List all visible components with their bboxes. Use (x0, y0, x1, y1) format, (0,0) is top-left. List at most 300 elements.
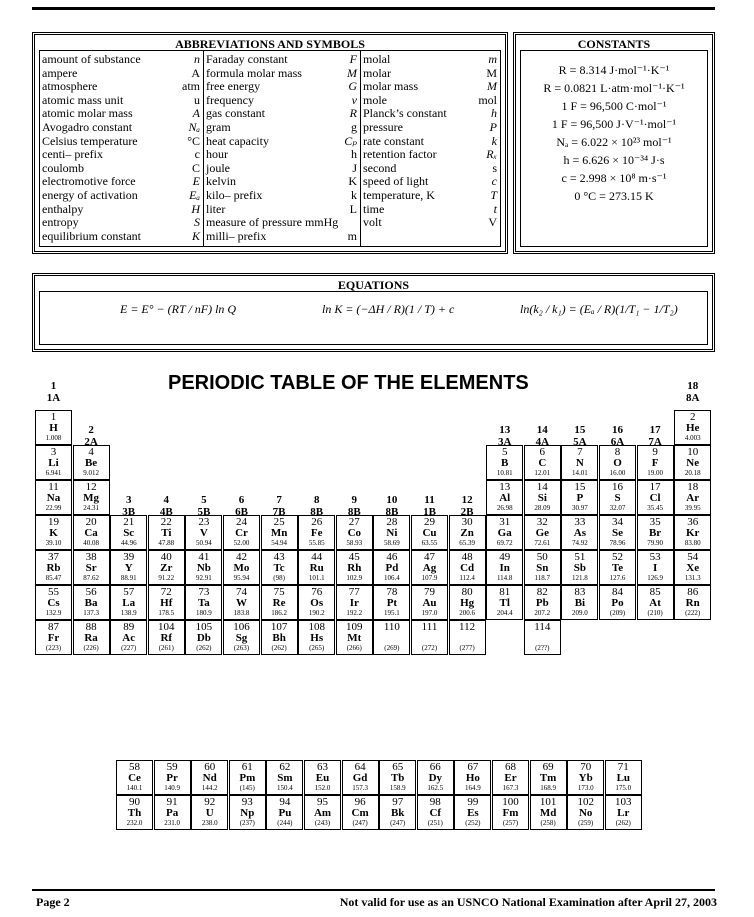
element-atomic-number: 89 (123, 621, 135, 633)
element-symbol: Al (499, 492, 511, 504)
element-atomic-mass: 44.96 (120, 539, 137, 547)
constant-gas-r-atm: R = 0.0821 L·atm·mol⁻¹·K⁻¹ (543, 81, 685, 95)
element-cell (223, 620, 260, 655)
group-number: 8 (313, 494, 320, 506)
abbreviation-name: Avogadro constant (42, 119, 133, 134)
abbreviation-symbol: ν (351, 92, 357, 107)
element-symbol: Eu (315, 772, 330, 784)
abbreviation-row (204, 216, 360, 230)
validity-note: Not valid for use as an USNCO National Examination after April 27, 2003 (339, 895, 717, 909)
abbreviation-symbol: m (347, 228, 357, 243)
element-atomic-mass: (145) (239, 784, 255, 792)
element-atomic-number: 25 (273, 516, 285, 528)
element-cell (524, 620, 561, 655)
abbreviation-row (204, 175, 360, 189)
element-atomic-mass: 164.9 (465, 784, 481, 792)
element-atomic-mass: 106.4 (384, 574, 400, 582)
element-atomic-number: 36 (687, 516, 699, 528)
element-atomic-mass: (244) (277, 819, 293, 827)
element-symbol: Sm (277, 772, 293, 784)
element-atomic-number: 23 (198, 516, 210, 528)
abbreviation-name: atomic molar mass (42, 106, 133, 121)
element-cell (342, 795, 379, 830)
element-atomic-mass: 55.85 (308, 539, 325, 547)
group-label: 8B (385, 506, 399, 518)
abbreviations-column-2 (203, 51, 360, 246)
element-symbol: Pm (239, 772, 256, 784)
element-atomic-mass: 175.0 (615, 784, 632, 792)
equation-nernst: E = E° − (RT / nF) ln Q (120, 302, 237, 316)
element-symbol: S (614, 492, 621, 504)
element-cell (524, 515, 561, 550)
group-number: 3 (125, 494, 132, 506)
abbreviations-column-3 (360, 51, 500, 246)
element-cell (191, 795, 228, 830)
element-atomic-mass: 6.941 (45, 469, 62, 477)
element-atomic-mass: 19.00 (647, 469, 663, 477)
element-symbol: Sc (123, 527, 135, 539)
element-cell (110, 620, 147, 655)
abbreviation-symbol: k (351, 187, 357, 202)
equation-arrhenius: ln(k₂ / k₁) = (Eₐ / R)(1/T₁ − 1/T₂) (520, 302, 678, 316)
element-atomic-mass: 32.07 (609, 504, 626, 512)
constant-faraday-joule: 1 F = 96,500 J·V⁻¹·mol⁻¹ (551, 117, 677, 131)
abbreviation-name: temperature, K (363, 187, 435, 202)
element-atomic-mass: 192.2 (346, 609, 363, 617)
abbreviation-symbol: Nₐ (188, 119, 200, 134)
element-cell (486, 445, 523, 480)
element-atomic-number: 110 (383, 621, 400, 633)
element-atomic-mass: 137.3 (83, 609, 99, 617)
element-atomic-number: 63 (317, 761, 328, 773)
abbreviation-row (361, 121, 500, 135)
element-atomic-mass: 10.81 (496, 469, 513, 477)
element-symbol: Sr (85, 562, 97, 574)
element-cell (35, 410, 72, 445)
element-cell (73, 585, 110, 620)
group-number: 9 (351, 494, 358, 506)
element-cell (449, 515, 486, 550)
element-symbol: Ru (309, 562, 324, 574)
group-number: 16 (612, 424, 623, 436)
element-cell (637, 585, 674, 620)
element-atomic-mass: 200.6 (459, 609, 475, 617)
element-cell (492, 760, 529, 795)
element-atomic-number: 66 (429, 761, 441, 773)
abbreviation-name: second (363, 160, 397, 175)
element-atomic-number: 47 (424, 551, 435, 563)
element-atomic-mass: 87.62 (83, 574, 99, 582)
abbreviation-name: frequency (206, 92, 254, 107)
element-cell (191, 760, 228, 795)
element-atomic-number: 14 (536, 481, 548, 493)
element-symbol: Ra (84, 632, 98, 644)
element-symbol: H (49, 422, 58, 434)
element-symbol: F (651, 457, 659, 469)
group-label: 6B (235, 506, 248, 518)
group-label: 5B (197, 506, 211, 518)
abbreviation-name: Planck’s constant (363, 106, 447, 121)
element-atomic-mass: 39.10 (45, 539, 62, 547)
element-cell (73, 445, 110, 480)
element-atomic-number: 88 (85, 621, 97, 633)
element-atomic-number: 6 (539, 446, 546, 458)
group-label: 4B (159, 506, 173, 518)
abbreviation-symbol: K (191, 228, 200, 243)
element-atomic-mass: 131.3 (684, 574, 701, 582)
abbreviation-row (40, 216, 203, 230)
element-atomic-number: 67 (467, 761, 479, 773)
abbreviations-title: ABBREVIATIONS AND SYMBOLS (175, 37, 365, 51)
abbreviation-row (204, 162, 360, 176)
element-atomic-number: 49 (499, 551, 511, 563)
element-symbol: In (499, 562, 510, 574)
element-atomic-number: 41 (198, 551, 210, 563)
abbreviation-row (204, 107, 360, 121)
element-symbol: I (652, 562, 658, 574)
abbreviation-row (40, 230, 203, 244)
element-atomic-number: 7 (577, 446, 583, 458)
abbreviation-name: milli– prefix (206, 228, 267, 243)
element-cell (411, 515, 448, 550)
element-cell (524, 445, 561, 480)
abbreviation-row (40, 148, 203, 162)
element-cell (35, 515, 72, 550)
element-atomic-number: 108 (308, 621, 325, 633)
element-atomic-mass: 183.8 (233, 609, 250, 617)
element-symbol: Ga (497, 527, 512, 539)
element-cell (449, 585, 486, 620)
element-cell (185, 550, 222, 585)
element-symbol: Ce (128, 772, 141, 784)
element-cell (674, 550, 711, 585)
group-label: 8A (685, 392, 700, 404)
element-symbol: Am (313, 807, 332, 819)
group-number: 14 (536, 424, 548, 436)
element-symbol: Mt (347, 632, 362, 644)
abbreviation-name: coulomb (42, 160, 84, 175)
element-cell (148, 620, 185, 655)
element-cell (379, 795, 416, 830)
element-cell (223, 515, 260, 550)
element-atomic-number: 101 (539, 796, 557, 808)
group-number: 7 (276, 494, 282, 506)
element-atomic-number: 73 (198, 586, 210, 598)
element-cell (298, 550, 335, 585)
abbreviation-row (40, 94, 203, 108)
abbreviation-symbol: atm (182, 79, 200, 94)
element-symbol: Yb (578, 772, 593, 784)
element-atomic-mass: 157.3 (352, 784, 368, 792)
abbreviation-row (40, 135, 203, 149)
abbreviation-symbol: h (491, 106, 497, 121)
constant-planck: h = 6.626 × 10⁻³⁴ J·s (563, 153, 665, 167)
element-atomic-mass: 101.1 (308, 574, 325, 582)
element-atomic-mass: 28.09 (534, 504, 551, 512)
element-symbol: Y (124, 562, 133, 574)
element-cell (261, 585, 298, 620)
element-atomic-number: 27 (348, 516, 360, 528)
element-symbol: Tc (273, 562, 285, 574)
abbreviation-symbol: F (349, 52, 357, 66)
element-atomic-number: 11 (48, 481, 59, 493)
abbreviation-symbol: L (349, 201, 357, 216)
element-atomic-number: 30 (461, 516, 473, 528)
element-atomic-number: 38 (85, 551, 97, 563)
element-atomic-mass: 158.9 (389, 784, 406, 792)
group-label: 6A (610, 436, 625, 448)
abbreviation-symbol: P (489, 119, 497, 134)
abbreviation-row (40, 175, 203, 189)
element-atomic-number: 80 (461, 586, 473, 598)
element-atomic-number: 3 (50, 446, 57, 458)
element-atomic-mass: 186.2 (271, 609, 287, 617)
element-symbol: Ir (349, 597, 359, 609)
constant-faraday-coulomb: 1 F = 96,500 C·mol⁻¹ (561, 99, 667, 113)
element-atomic-mass: 238.0 (201, 819, 218, 827)
abbreviation-name: free energy (206, 79, 261, 94)
element-symbol: Np (240, 807, 255, 819)
element-symbol: Li (48, 457, 59, 469)
element-atomic-mass: 197.0 (421, 609, 438, 617)
element-atomic-number: 34 (612, 516, 623, 528)
constant-speed-of-light: c = 2.998 × 10⁸ m·s⁻¹ (561, 171, 667, 185)
element-atomic-mass: 79.90 (647, 539, 663, 547)
abbreviation-name: heat capacity (206, 133, 269, 148)
element-cell (223, 585, 260, 620)
element-atomic-mass: 144.2 (201, 784, 218, 792)
abbreviations-box (32, 32, 508, 254)
element-symbol: Cr (235, 527, 248, 539)
element-cell (110, 585, 147, 620)
abbreviation-row (40, 162, 203, 176)
element-cell (411, 620, 448, 655)
element-atomic-number: 52 (612, 551, 623, 563)
element-atomic-number: 16 (612, 481, 623, 493)
element-atomic-number: 43 (273, 551, 285, 563)
element-atomic-mass: 63.55 (421, 539, 438, 547)
element-atomic-number: 103 (615, 796, 632, 808)
element-atomic-mass: 152.0 (314, 784, 331, 792)
element-symbol: U (205, 807, 214, 819)
group-number: 13 (499, 424, 511, 436)
element-atomic-mass: (209) (609, 609, 626, 617)
abbreviation-row (204, 230, 360, 244)
abbreviation-name: liter (206, 201, 226, 216)
abbreviation-name: ampere (42, 65, 78, 80)
element-atomic-mass: (277) (459, 644, 475, 652)
element-symbol: Pr (166, 772, 178, 784)
element-atomic-number: 31 (499, 516, 511, 528)
element-atomic-mass: 127.6 (609, 574, 626, 582)
element-symbol: Te (611, 562, 624, 574)
element-symbol: He (685, 422, 700, 434)
abbreviation-row (361, 162, 500, 176)
element-cell (261, 620, 298, 655)
element-atomic-number: 28 (386, 516, 398, 528)
element-atomic-mass: 4.003 (684, 434, 701, 442)
constants-list (520, 50, 708, 247)
element-symbol: Hg (460, 597, 475, 609)
group-number: 17 (649, 424, 661, 436)
element-cell (185, 585, 222, 620)
abbreviation-row (204, 135, 360, 149)
element-atomic-number: 56 (85, 586, 97, 598)
element-cell (567, 795, 604, 830)
group-label: 4A (535, 436, 550, 448)
element-atomic-mass: (226) (83, 644, 99, 652)
constants-title: CONSTANTS (577, 37, 651, 51)
element-atomic-mass: 52.00 (233, 539, 250, 547)
element-atomic-mass: (259) (578, 819, 594, 827)
element-atomic-number: 46 (386, 551, 398, 563)
element-symbol: Ni (386, 527, 398, 539)
element-atomic-number: 26 (311, 516, 323, 528)
element-atomic-number: 18 (687, 481, 699, 493)
abbreviation-name: gas constant (206, 106, 265, 121)
element-atomic-number: 9 (652, 446, 658, 458)
element-symbol: Nb (196, 562, 211, 574)
element-symbol: Er (504, 772, 517, 784)
element-atomic-number: 76 (311, 586, 323, 598)
element-atomic-number: 82 (536, 586, 548, 598)
abbreviation-name: mole (363, 92, 387, 107)
element-cell (116, 760, 153, 795)
element-atomic-number: 8 (614, 446, 621, 458)
element-atomic-mass: 91.22 (158, 574, 175, 582)
group-number: 6 (238, 494, 245, 506)
group-number: 2 (88, 424, 94, 436)
element-cell (304, 760, 341, 795)
element-cell (599, 585, 636, 620)
abbreviation-name: molar (363, 65, 391, 80)
element-atomic-mass: 26.98 (496, 504, 513, 512)
element-atomic-mass: 209.0 (572, 609, 588, 617)
abbreviation-symbol: M (487, 79, 497, 94)
element-cell (35, 480, 72, 515)
element-symbol: Rn (685, 597, 700, 609)
top-rule (32, 7, 715, 10)
element-symbol: Ti (161, 527, 172, 539)
abbreviation-symbol: n (194, 52, 200, 66)
element-atomic-number: 81 (499, 586, 511, 598)
element-atomic-mass: 112.4 (459, 574, 475, 582)
abbreviation-symbol: T (490, 187, 497, 202)
element-atomic-mass: 118.7 (534, 574, 551, 582)
element-atomic-number: 112 (459, 621, 476, 633)
element-symbol: Si (537, 492, 547, 504)
element-cell (35, 585, 72, 620)
element-atomic-mass: 1.008 (45, 434, 62, 442)
element-atomic-number: 40 (160, 551, 172, 563)
element-cell (336, 585, 373, 620)
element-atomic-number: 24 (236, 516, 247, 528)
abbreviation-name: centi– prefix (42, 147, 103, 162)
element-symbol: Ba (84, 597, 98, 609)
abbreviation-name: retention factor (363, 147, 437, 162)
abbreviation-symbol: E (192, 174, 200, 189)
element-symbol: Sg (235, 632, 248, 644)
element-cell (492, 795, 529, 830)
element-cell (148, 585, 185, 620)
element-atomic-mass: 132.9 (45, 609, 62, 617)
element-atomic-mass: 74.92 (572, 539, 588, 547)
abbreviation-name: entropy (42, 215, 79, 230)
element-symbol: At (649, 597, 661, 609)
abbreviation-name: equilibrium constant (42, 228, 141, 243)
group-number: 15 (574, 424, 586, 436)
element-cell (35, 445, 72, 480)
element-cell (261, 515, 298, 550)
abbreviation-symbol: H (191, 201, 200, 216)
element-atomic-mass: (247) (352, 819, 368, 827)
abbreviation-name: rate constant (363, 133, 424, 148)
element-cell (454, 795, 491, 830)
element-cell (637, 550, 674, 585)
element-cell (298, 515, 335, 550)
group-number: 10 (386, 494, 398, 506)
element-cell (637, 515, 674, 550)
element-cell (304, 795, 341, 830)
element-atomic-number: 29 (424, 516, 435, 528)
element-atomic-number: 98 (429, 796, 441, 808)
group-header (674, 380, 712, 404)
element-symbol: Cm (351, 807, 369, 819)
abbreviation-symbol: mol (478, 92, 497, 107)
element-cell (266, 795, 303, 830)
abbreviation-name: measure of pressure mmHg (206, 215, 339, 230)
group-number: 1 (50, 380, 57, 392)
element-atomic-number: 17 (649, 481, 661, 493)
abbreviation-row (361, 175, 500, 189)
element-atomic-number: 45 (348, 551, 360, 563)
element-cell (373, 620, 410, 655)
element-atomic-mass: 121.8 (572, 574, 588, 582)
element-atomic-mass: 22.99 (45, 504, 62, 512)
element-symbol: Sn (536, 562, 549, 574)
element-atomic-number: 64 (354, 761, 366, 773)
element-atomic-mass: 58.69 (384, 539, 400, 547)
element-atomic-mass: 173.0 (577, 784, 594, 792)
element-cell (599, 480, 636, 515)
element-atomic-mass: 140.9 (164, 784, 180, 792)
element-symbol: B (501, 457, 509, 469)
group-label: 8B (347, 506, 361, 518)
element-atomic-mass: (262) (271, 644, 287, 652)
abbreviation-name: Celsius temperature (42, 133, 138, 148)
element-atomic-number: 96 (354, 796, 366, 808)
element-cell (567, 760, 604, 795)
element-symbol: Rh (347, 562, 362, 574)
page-number: Page 2 (36, 895, 70, 909)
equations-title: EQUATIONS (337, 278, 410, 292)
element-symbol: Cs (47, 597, 60, 609)
element-symbol: Cu (422, 527, 437, 539)
element-cell (298, 585, 335, 620)
element-symbol: N (575, 457, 584, 469)
element-atomic-mass: (257) (502, 819, 519, 827)
element-symbol: Ne (686, 457, 700, 469)
element-cell (336, 515, 373, 550)
element-symbol: Mo (233, 562, 250, 574)
element-symbol: Be (84, 457, 98, 469)
element-atomic-mass: 190.2 (308, 609, 325, 617)
element-symbol: La (122, 597, 136, 609)
element-cell (605, 760, 642, 795)
abbreviation-name: kilo– prefix (206, 187, 263, 202)
element-atomic-number: 48 (461, 551, 473, 563)
element-symbol: W (236, 597, 247, 609)
